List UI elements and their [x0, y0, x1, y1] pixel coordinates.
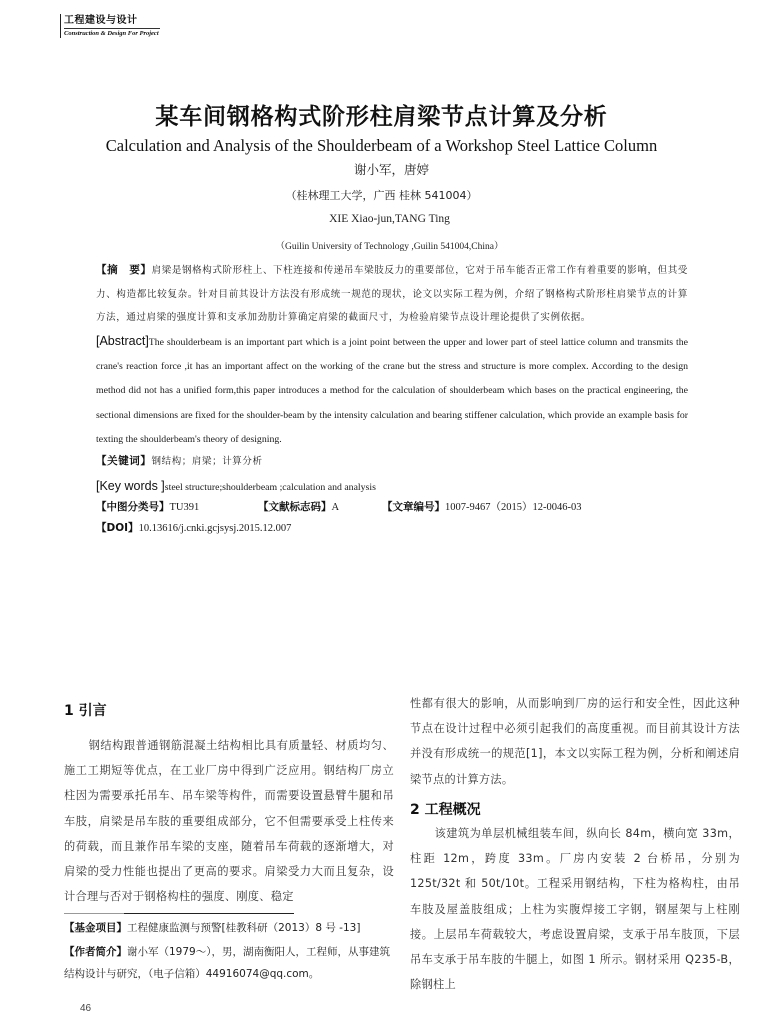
classification-row	[96, 499, 688, 515]
section-1-paragraph: 钢结构跟普通钢筋混凝土结构相比具有质量轻、材质均匀、施工工期短等优点，在工业厂房中得到广泛应用。钢结构厂房立柱因为需要承托吊车、吊车梁等构件，而需要设置悬臂牛腿和吊车肢，肩梁是吊车肢的重要组成部分，它不但需要承受上柱传来的荷载，而且兼作吊车梁的支座，随着吊车荷载的逐渐增大，对肩梁的受力性能也提出了更高的要求。肩梁受力大而且复杂，设计合理与否对于钢格构柱的强度、刚度、稳定	[64, 739, 394, 904]
page-number: 46	[80, 1003, 92, 1014]
affiliation-cn: （桂林理工大学，广西 桂林 541004）	[285, 189, 478, 202]
journal-name-en: Construction & Design For Project	[64, 30, 159, 37]
section-1-continued: 性都有很大的影响，从而影响到厂房的运行和安全性，因此这种节点在设计过程中必须引起我们的高度重视。而目前其设计方法并没有形成统一的规范[1]，本文以实际工程为例，分析和阐述肩梁节点的计算方法。	[410, 697, 740, 786]
abstract-cn	[96, 259, 688, 330]
keywords-en	[96, 474, 688, 500]
section-1-heading: 1 引言	[64, 703, 107, 719]
doi-label: 【DOI】	[96, 522, 139, 534]
author-bio-text: 谢小军（1979～），男，湖南衡阳人，工程师，从事建筑结构设计与研究，（电子信箱）44916074@qq.com。	[64, 946, 390, 980]
doi-value[interactable]: 10.13616/j.cnki.gcjsysj.2015.12.007	[138, 523, 292, 534]
journal-name-cn: 工程建设与设计	[64, 15, 138, 26]
keywords-en-text: steel structure;shoulderbeam ;calculation and analysis	[164, 482, 376, 493]
journal-header	[60, 14, 160, 38]
abstract-en-label: [Abstract]	[96, 334, 149, 348]
authors-cn: 谢小军，唐婷	[353, 162, 429, 177]
paper-title-en: Calculation and Analysis of the Shoulderbeam of a Workshop Steel Lattice Column	[105, 136, 658, 155]
abstract-en-text: The shoulderbeam is an important part which is a joint point between the upper and lower part of steel lattice column and transmits the crane's reaction force ,it has an important affect on the working of the crane but the stress and structure is more complex. According to the design method did not has a unified form,this paper introduces a method for the calculation of shoulderbeam which bases on the practical engineering, the sectional dimensions are fixed for the shoulder-beam by the intensity calculation and bearing stiffener calculation, which provide an example basis for texting the shoulderbeam's theory of designing.	[96, 337, 688, 445]
doi-row	[96, 520, 688, 535]
document-code: 【文献标志码】A	[258, 501, 340, 513]
keywords-cn	[96, 450, 688, 474]
keywords-cn-text: 钢结构；肩梁；计算分析	[151, 456, 263, 467]
clc-number: 【中图分类号】TU391	[96, 501, 200, 513]
footnote-fund	[64, 917, 394, 939]
authors-en: XIE Xiao-jun,TANG Ting	[329, 213, 450, 225]
abstract-cn-label: 【摘 要】	[96, 264, 152, 276]
author-bio-label: 【作者简介】	[64, 946, 127, 958]
fund-text: 工程健康监测与预警[桂教科研（2013）8 号 -13]	[127, 922, 361, 934]
section-2-paragraph: 该建筑为单层机械组装车间，纵向长 84m，横向宽 33m，柱距 12m，跨度 33m。厂房内安装 2 台桥吊，分别为 125t/32t 和 50t/10t。工程采用钢结构，下柱为格构柱，由吊车肢及屋盖肢组成；上柱为实腹焊接工字钢，钢屋架与上柱刚接。上层吊车荷载较大，考虑设置肩梁，支承于吊车肢顶，下层吊车支承于吊车肢的牛腿上，如图 1 所示。钢材采用 Q235-B，除钢柱上	[410, 827, 740, 992]
footnote-author	[64, 941, 394, 985]
article-number: 【文章编号】1007-9467（2015）12-0046-03	[382, 501, 582, 513]
abstract-en	[96, 329, 688, 452]
affiliation-en: （Guilin University of Technology ,Guilin 541004,China）	[275, 242, 504, 252]
journal-header-rule	[64, 28, 160, 29]
keywords-cn-label: 【关键词】	[96, 455, 152, 467]
section-2-heading: 2 工程概况	[410, 802, 481, 818]
fund-label: 【基金项目】	[64, 922, 127, 934]
footnote-divider-accent	[64, 913, 124, 914]
abstract-cn-text: 肩梁是钢格构式阶形柱上、下柱连接和传递吊车梁肢反力的重要部位，它对于吊车能否正常工作有着重要的影响，但其受力、构造都比较复杂。针对目前其设计方法没有形成统一规范的现状，论文以实际工程为例，介绍了钢格构式阶形柱肩梁节点的计算方法，通过肩梁的强度计算和支承加劲肋计算确定肩梁的截面尺寸，为检验肩梁节点设计理论提供了实例依据。	[96, 265, 688, 323]
paper-title-cn: 某车间钢格构式阶形柱肩梁节点计算及分析	[155, 104, 608, 130]
keywords-en-label: [Key words ]	[96, 479, 165, 493]
